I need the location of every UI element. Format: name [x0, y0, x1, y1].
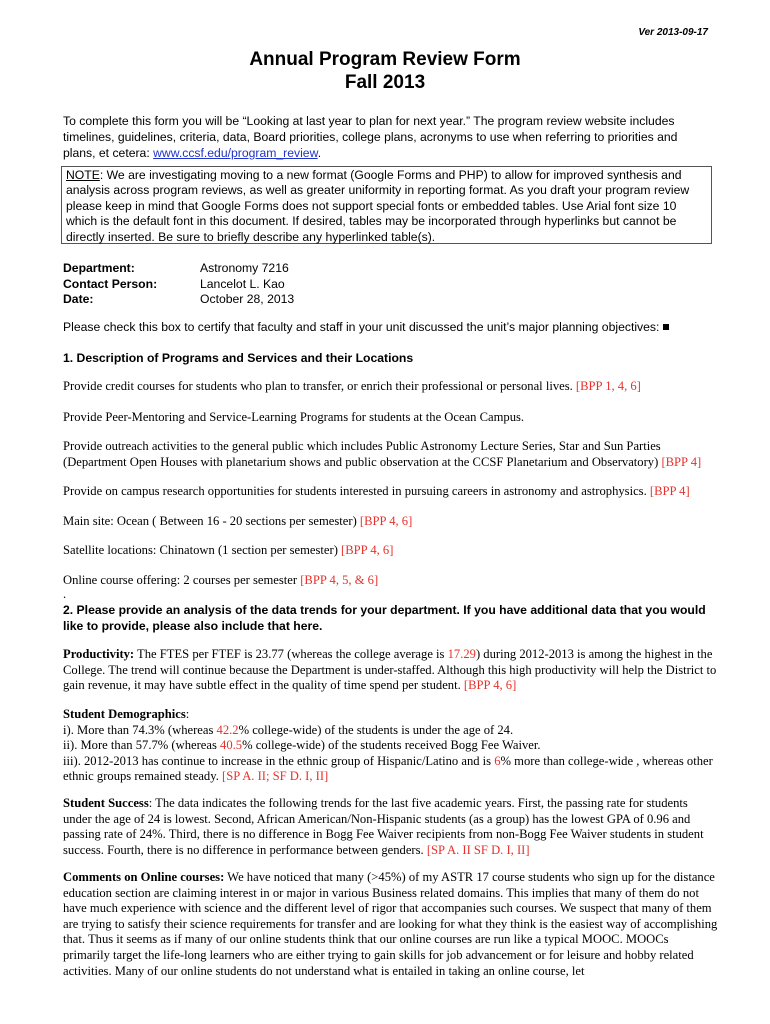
certify-text: Please check this box to certify that faculty and staff in your unit discussed the unit’s major planning objectives: — [63, 320, 660, 334]
date-value: October 28, 2013 — [200, 292, 295, 306]
s1-paragraph-4 — [63, 484, 718, 500]
demo-l3-b: % more than college-wide , whereas other ethnic groups remained steady. — [63, 753, 713, 784]
s1-p4-ref: [BPP 4] — [649, 484, 690, 498]
demographics-paragraph — [63, 707, 718, 785]
s1-p3-text: Provide outreach activities to the general public which includes Public Astronomy Lecture Series, Star and Sun Parties (Department Open Houses with planetarium shows and public observation at the CCSF Planetarium and Observatory) — [63, 439, 662, 469]
productivity-paragraph — [63, 647, 718, 694]
department-label: Department: — [63, 261, 135, 275]
s1-p6-text: Satellite locations: Chinatown (1 section per semester) — [63, 543, 342, 557]
form-term: Fall 2013 — [344, 72, 426, 93]
demo-l1-a: i). More than 74.3% (whereas — [63, 722, 217, 737]
s1-p1-text: Provide credit courses for students who plan to transfer, or enrich their professional or personal lives. — [63, 379, 576, 393]
productivity-text-1: The FTES per FTEF is 23.77 (whereas the college average is — [134, 647, 448, 661]
demo-l2-value: 40.5 — [220, 738, 243, 753]
demo-l1-b: % college-wide) of the students is under the age of 24. — [238, 722, 514, 737]
productivity-ref: [BPP 4, 6] — [463, 678, 517, 693]
demo-l3-a: iii). 2012-2013 has continue to increase in the ethnic group of Hispanic/Latino and is — [63, 753, 495, 768]
contact-row — [63, 277, 294, 293]
note-box — [61, 166, 712, 244]
department-value: Astronomy 7216 — [200, 261, 289, 275]
program-review-link[interactable]: www.ccsf.edu/program_review — [153, 146, 318, 160]
date-label: Date: — [63, 292, 94, 306]
s1-p7-text: Online course offering: 2 courses per semester — [63, 573, 301, 587]
certify-checkbox[interactable] — [663, 324, 669, 330]
demographics-line-1 — [63, 723, 718, 739]
certify-line — [63, 320, 669, 334]
success-paragraph — [63, 796, 718, 858]
s1-p1-ref: [BPP 1, 4, 6] — [575, 379, 641, 393]
s1-paragraph-1 — [63, 379, 718, 395]
s1-p5-ref: [BPP 4, 6] — [359, 514, 413, 528]
demographics-heading — [63, 707, 718, 723]
s1-p3-ref: [BPP 4] — [661, 454, 702, 469]
form-title: Annual Program Review Form — [249, 49, 521, 70]
s1-p6-ref: [BPP 4, 6] — [341, 543, 394, 557]
section2-heading: 2. Please provide an analysis of the data trends for your department. If you have additional data that you would like to provide, please also include that here. — [63, 603, 706, 633]
s1-paragraph-3 — [63, 439, 718, 470]
s1-p4-text: Provide on campus research opportunities for students interested in pursuing careers in astronomy and astrophysics. — [63, 484, 650, 498]
demographics-line-2 — [63, 738, 718, 754]
success-ref: [SP A. II SF D. I, II] — [426, 842, 530, 857]
department-row — [63, 261, 294, 277]
date-row — [63, 292, 294, 308]
version-label: Ver 2013-09-17 — [638, 27, 708, 38]
intro-paragraph — [63, 113, 713, 161]
note-label: NOTE — [66, 168, 100, 182]
success-label: Student Success — [63, 796, 149, 810]
productivity-college-average: 17.29 — [447, 647, 476, 661]
online-text: We have noticed that many (>45%) of my ASTR 17 course students who sign up for the distance education section are claiming interest in or major in various Business related domains. This implies that many of them do not have much experience with science and the different level of rigor that accompanies such courses. We suspect that many of them are trying to satisfy their science requirements for transfer and are looking for what they think is the easiest way of accomplishing that. Thus it seems as if many of our online students think that our online courses are run like a typical MOOC. MOOCs primarily target the life-long learners who are either trying to gain skills for job advancement or for leisure and hobby related activities. Many of our online students do not understand what is entailed in taking an online course, let — [63, 870, 718, 978]
s1-dot: . — [63, 587, 67, 601]
s1-p5-text: Main site: Ocean ( Between 16 - 20 sections per semester) — [63, 514, 360, 528]
demographics-label: Student Demographics — [63, 707, 186, 721]
s1-p2-text: Provide Peer-Mentoring and Service-Learning Programs for students at the Ocean Campus. — [63, 410, 525, 424]
demo-l1-value: 42.2 — [216, 722, 239, 737]
demographics-line-3 — [63, 754, 718, 785]
intro-end: . — [317, 146, 322, 160]
online-label: Comments on Online courses: — [63, 870, 225, 884]
section1-heading: 1. Description of Programs and Services and their Locations — [63, 351, 414, 365]
productivity-label: Productivity: — [63, 647, 135, 661]
online-paragraph — [63, 870, 718, 979]
s1-paragraph-2 — [63, 410, 718, 426]
s1-paragraph-6 — [63, 543, 718, 559]
success-text: : The data indicates the following trends for the last five academic years. First, the passing rate for students under the age of 24 is lowest. Second, African American/Non-Hispanic students (as a group) has the lowest GPA of 0.96 and passing rate of 24%. Third, there is no difference in Bogg Fee Waiver recipients from non-Bogg Fee Waiver students in student success. Fourth, there is no difference in performance between genders. — [63, 796, 704, 857]
intro-text: To complete this form you will be “Looking at last year to plan for next year.” The program review website includes timelines, guidelines, criteria, data, Board priorities, college plans, acronyms to use when referring to priorities and plans, et cetera: — [63, 114, 678, 160]
contact-value: Lancelot L. Kao — [200, 276, 285, 291]
demo-l3-value: 6 — [494, 753, 501, 768]
demo-l2-b: % college-wide) of the students received Bogg Fee Waiver. — [242, 738, 541, 753]
note-text: : We are investigating moving to a new format (Google Forms and PHP) to allow for improved synthesis and analysis across program reviews, as well as greater uniformity in reporting format. As you draft your program review please keep in mind that Google Forms does not support special fonts or embedded tables. Use Arial font size 10 which is the default font in this document. If desired, tables may be incorporated through hyperlinks but cannot be directly inserted. Be sure to briefly describe any hyperlinked table(s). — [66, 168, 690, 244]
demo-l2-a: ii). More than 57.7% (whereas — [63, 738, 221, 753]
demographics-colon: : — [185, 707, 190, 721]
s1-paragraph-5 — [63, 514, 718, 530]
s1-paragraph-7 — [63, 573, 718, 589]
contact-label: Contact Person: — [63, 276, 158, 291]
productivity-text-2: ) during 2012-2013 is among the highest in the College. The trend will continue because the Department is under-staffed. Although this high productivity will help the District to gain revenue, it may have subtle effect in the quality of time spend per student. — [63, 647, 717, 693]
s1-p7-ref: [BPP 4, 5, & 6] — [300, 573, 379, 587]
info-block — [63, 261, 294, 308]
demo-ref: [SP A. II; SF D. I, II] — [222, 769, 329, 784]
